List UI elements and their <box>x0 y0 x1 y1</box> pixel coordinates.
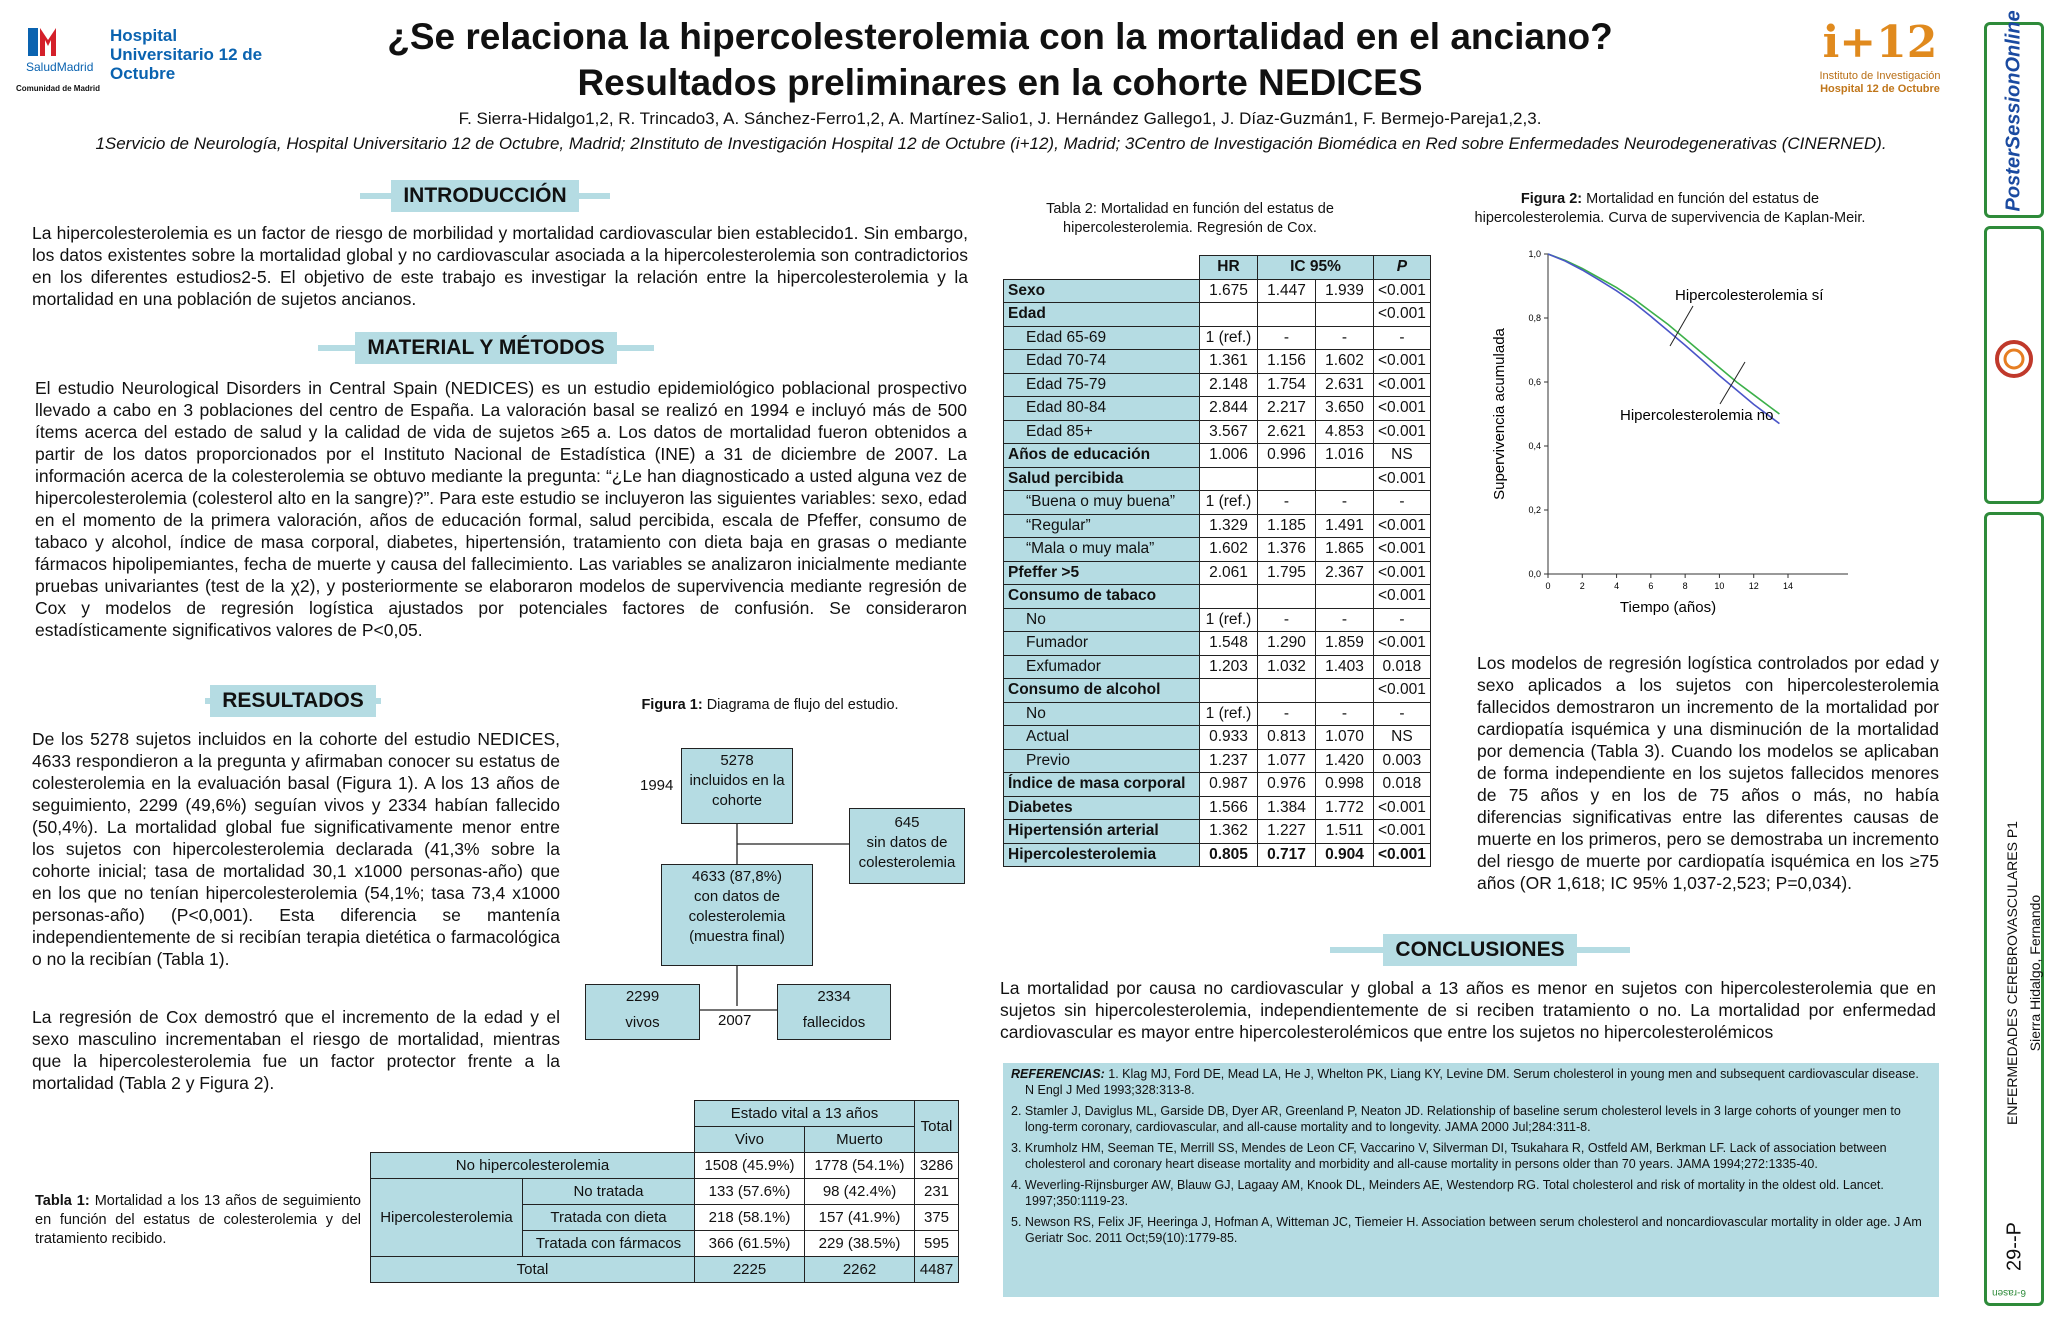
t2-cell: 2.148 <box>1200 373 1258 397</box>
t2-cell: 1.329 <box>1200 514 1258 538</box>
t2-cell: 3.567 <box>1200 420 1258 444</box>
t2-cell: - <box>1316 608 1374 632</box>
t2-cell: - <box>1374 702 1431 726</box>
t2-cell: 2.367 <box>1316 561 1374 585</box>
flow-box-top: 5278 incluidos en la cohorte <box>681 748 793 824</box>
comunidad-madrid: Comunidad de Madrid <box>16 84 100 93</box>
t2-cell <box>1258 467 1316 491</box>
t2-cell: <0.001 <box>1374 279 1431 303</box>
title-line2: Resultados preliminares en la cohorte NEDICES <box>577 62 1423 103</box>
t2-row-label: Sexo <box>1004 279 1200 303</box>
t2-cell: 1 (ref.) <box>1200 491 1258 515</box>
sidebar-category: ENFERMEDADES CEREBROVASCULARES P1 <box>2004 821 2020 1125</box>
conclusions-heading-label: CONCLUSIONES <box>1383 934 1576 966</box>
sidebar-author: Sierra Hidalgo, Fernando <box>2027 894 2043 1052</box>
title-line1: ¿Se relaciona la hipercolesterolemia con la mortalidad en el anciano? <box>387 16 1613 57</box>
t2-row <box>1004 326 1431 350</box>
flow-box-side: 645 sin datos de colesterolemia <box>849 808 965 884</box>
t2-cell: <0.001 <box>1374 514 1431 538</box>
flow-box-left: 2299 vivos <box>585 984 700 1040</box>
t2-row-label: Actual <box>1004 726 1200 750</box>
t2-cell: 2.631 <box>1316 373 1374 397</box>
t2-cell: <0.001 <box>1374 796 1431 820</box>
methods-text: El estudio Neurological Disorders in Central Spain (NEDICES) es un estudio epidemiológico poblacional prospectivo llevado a cabo en 3 poblaciones del centro de España. La valoración basal se realizó en 1994 e incluyó más de 500 ítems acerca del estado de salud y la calidad de vida de sujetos ≥65 a. Los datos de mortalidad fueron obtenidos a partir de los datos proporcionados por el Instituto Nacional de Estadística (INE) a 31 de diciembre de 2007. La información acerca de la colesterolemia se obtuvo mediante la pregunta: “¿Le han diagnosticado a usted alguna vez de hipercolesterolemia (colesterol alto en la sangre)?”. Para este estudio se incluyeron las siguientes variables: sexo, edad en el momento de la primera valoración, años de educación formal, salud percibida, escala de Pfeffer, consumo de tabaco y alcohol, índice de masa corporal, diabetes, hipertensión, tratamiento con dieta baja en grasas o mediante fármacos hipolipemiantes, fecha de muerte y causa del fallecimiento. Las variables se analizaron inicialmente mediante pruebas univariantes (test de la χ2), y posteriormente se elaboraron modelos de supervivencia mediante regresión de Cox y modelos de regresión logística ajustados por potenciales factores de confusión. Se consideraron estadísticamente significativos valores de P<0,05. <box>35 378 967 640</box>
t2-cell: 1.016 <box>1316 444 1374 468</box>
t2-cell: 0.998 <box>1316 773 1374 797</box>
i12-sub2: Hospital 12 de Octubre <box>1820 83 1940 95</box>
t1-cell: 595 <box>915 1231 959 1257</box>
t2-cell <box>1200 585 1258 609</box>
t2-row <box>1004 420 1431 444</box>
t2-row <box>1004 350 1431 374</box>
t2-row <box>1004 679 1431 703</box>
t2-row <box>1004 538 1431 562</box>
t1-cell: 98 (42.4%) <box>805 1179 915 1205</box>
t2-cell: <0.001 <box>1374 397 1431 421</box>
references <box>1003 1063 1939 1297</box>
t2-cell: 0.003 <box>1374 749 1431 773</box>
t2-cell: <0.001 <box>1374 467 1431 491</box>
t2-row <box>1004 279 1431 303</box>
methods-heading <box>318 332 654 364</box>
t2-cell: 1.772 <box>1316 796 1374 820</box>
results-text-p2: La regresión de Cox demostró que el incremento de la edad y el sexo masculino incrementaban el riesgo de mortalidad, mientras que la hipercolesterolemia fue un factor protector frente a la mortalidad (Tabla 2 y Figura 2). <box>32 1007 560 1093</box>
t2-cell: 1.362 <box>1200 820 1258 844</box>
t1-r-nt: No tratada <box>523 1179 695 1205</box>
t2-cell: 0.018 <box>1374 773 1431 797</box>
t2-cell: 2.061 <box>1200 561 1258 585</box>
t2-row <box>1004 397 1431 421</box>
t2-cell: 3.650 <box>1316 397 1374 421</box>
results-text-p3: Los modelos de regresión logística controlados por edad y sexo aplicados a los sujetos con hipercolesterolemia fallecidos demostraron un incremento de la mortalidad por cardiopatía isquémica y una disminución de la mortalidad por demencia (Tabla 3). Cuando los modelos se aplicaban de forma independiente en los sujetos fallecidos menores de 75 años y en los de 75 años o más, no había diferencias significativas entre las diferentes causas de muerte en los primeros, pero se demostraba un incremento del riesgo de muerte por cardiopatía isquémica en los ≥75 años (OR 1,618; IC 95% 1,037-2,523; P=0,034). <box>1477 653 1939 893</box>
t2-row-label: “Buena o muy buena” <box>1004 491 1200 515</box>
flow-connectors <box>580 820 900 1020</box>
t2-row <box>1004 632 1431 656</box>
sidebar-brand: PosterSessionOnline <box>2002 10 2025 212</box>
t2-cell: 0.976 <box>1258 773 1316 797</box>
t2-cell: 1.566 <box>1200 796 1258 820</box>
conclusions-heading <box>1330 934 1630 966</box>
x-tick-label: 2 <box>1579 581 1585 591</box>
x-tick-label: 6 <box>1648 581 1654 591</box>
t2-cell: 0.996 <box>1258 444 1316 468</box>
t2-cell: 0.813 <box>1258 726 1316 750</box>
y-tick-label: 0,6 <box>1528 377 1541 387</box>
x-tick-label: 14 <box>1782 581 1794 591</box>
t2-cell <box>1258 585 1316 609</box>
t1-cell: 4487 <box>915 1257 959 1283</box>
t2-cell <box>1200 467 1258 491</box>
t1-r-td: Tratada con dieta <box>523 1205 695 1231</box>
results-heading <box>205 685 381 717</box>
t2-cell: <0.001 <box>1374 561 1431 585</box>
t2-row <box>1004 702 1431 726</box>
t2-row <box>1004 820 1431 844</box>
t2-h-ic: IC 95% <box>1258 256 1374 280</box>
t2-cell: <0.001 <box>1374 373 1431 397</box>
annotation-hiper-si: Hipercolesterolemia sí <box>1675 287 1824 304</box>
t2-cell <box>1200 679 1258 703</box>
t2-cell: 1.675 <box>1200 279 1258 303</box>
x-tick-label: 4 <box>1614 581 1620 591</box>
table2 <box>1003 255 1431 867</box>
t2-cell: 1 (ref.) <box>1200 702 1258 726</box>
t2-row-label: Consumo de alcohol <box>1004 679 1200 703</box>
t1-h-muerto: Muerto <box>805 1127 915 1153</box>
x-axis-label: Tiempo (años) <box>1619 599 1717 616</box>
t2-cell <box>1200 303 1258 327</box>
t2-cell: 1.361 <box>1200 350 1258 374</box>
hospital-name: Hospital Universitario 12 de Octubre <box>110 26 263 83</box>
ref-1: REFERENCIAS: 1. Klag MJ, Ford DE, Mead LA, He J, Whelton PK, Liang KY, Levine DM. Serum cholesterol in young men and subsequent cardiovascular disease. N Engl J Med 1993;328:313-8. <box>1011 1067 1919 1097</box>
t2-row <box>1004 655 1431 679</box>
intro-heading <box>360 180 610 212</box>
annotation-pointer <box>1670 306 1693 346</box>
t2-row-label: No <box>1004 608 1200 632</box>
t2-cell: 1.865 <box>1316 538 1374 562</box>
t1-r-total: Total <box>371 1257 695 1283</box>
t2-cell <box>1316 303 1374 327</box>
km-curve-hiper-no <box>1548 254 1779 424</box>
ref-3: 3. Krumholz HM, Seeman TE, Merrill SS, Mendes de Leon CF, Vaccarino V, Silverman DI, Tsukahara R, Ostfeld AM, Berkman LF. Lack of association between cholesterol and coronary heart disease mortality and morbidity and all-cause mortality in persons older than 70 years. JAMA 1994;272:1335-40. <box>1011 1141 1887 1171</box>
t2-row <box>1004 467 1431 491</box>
t2-row <box>1004 491 1431 515</box>
km-chart <box>1480 240 1880 640</box>
sidebar-brand-box[interactable] <box>1984 10 2044 218</box>
t2-cell: <0.001 <box>1374 585 1431 609</box>
ref-5: 5. Newson RS, Felix JF, Heeringa J, Hofman A, Witteman JC, Tiemeier H. Association between serum cholesterol and noncardiovascular mortality in older age. J Am Geriatr Soc. 2011 Oct;59(10):1779-85. <box>1011 1215 1922 1245</box>
t1-cell: 3286 <box>915 1153 959 1179</box>
t2-row-label: Diabetes <box>1004 796 1200 820</box>
t2-cell: 4.853 <box>1316 420 1374 444</box>
flow-year-end: 2007 <box>718 1012 752 1029</box>
t2-cell: 1.447 <box>1258 279 1316 303</box>
i12-sub1: Instituto de Investigación <box>1819 70 1941 82</box>
sidebar-logo-box <box>1984 226 2044 504</box>
t2-cell: 0.987 <box>1200 773 1258 797</box>
t2-cell: 1 (ref.) <box>1200 608 1258 632</box>
t2-cell: 0.904 <box>1316 843 1374 867</box>
table1 <box>370 1100 959 1283</box>
t2-row <box>1004 843 1431 867</box>
t2-cell: 0.933 <box>1200 726 1258 750</box>
t2-cell: 1.156 <box>1258 350 1316 374</box>
t1-cell: 229 (38.5%) <box>805 1231 915 1257</box>
sidebar-footer: 6-rasen <box>1992 1287 2026 1298</box>
t2-cell: 1.203 <box>1200 655 1258 679</box>
results-text-p1: De los 5278 sujetos incluidos en la cohorte del estudio NEDICES, 4633 respondieron a la pregunta y afirmaban conocer su estatus de colesterolemia en la evaluación basal (Figura 1). A los 13 años de seguimiento, 2299 (49,6%) seguían vivos y 2334 habían fallecido (50,4%). La mortalidad global fue significativamente menor entre los sujetos con hipercolesterolemia declarada (41,3% sobre la cohorte inicial; tasa de mortalidad 30,1 x1000 personas-año) que en los que no tenían hipercolesterolemia (54,1%; tasa 73,4 x1000 personas-año) (P<0,001). Esta diferencia se mantenía independientemente de si recibían terapia dietética o farmacológica o no la recibían (Tabla 1). <box>32 729 560 969</box>
t2-cell: 2.217 <box>1258 397 1316 421</box>
t1-r-hiper: Hipercolesterolemia <box>371 1179 523 1257</box>
t2-cell: 1.511 <box>1316 820 1374 844</box>
authors: F. Sierra-Hidalgo1,2, R. Trincado3, A. Sánchez-Ferro1,2, A. Martínez-Salio1, J. Hernández Gallego1, J. Díaz-Guzmán1, F. Bermejo-Pareja1,2,3. <box>458 109 1542 128</box>
t2-cell: - <box>1316 326 1374 350</box>
t2-row-label: Hipertensión arterial <box>1004 820 1200 844</box>
t1-cell: 218 (58.1%) <box>695 1205 805 1231</box>
t2-cell <box>1258 679 1316 703</box>
hospital-logo-mark-icon <box>28 26 62 58</box>
t2-row-label: Pfeffer >5 <box>1004 561 1200 585</box>
institution-seal-icon <box>1994 339 2034 379</box>
flow-year-start: 1994 <box>640 777 674 794</box>
t2-row-label: Edad <box>1004 303 1200 327</box>
t2-row-label: Fumador <box>1004 632 1200 656</box>
t2-row-label: Salud percibida <box>1004 467 1200 491</box>
t1-cell: 2225 <box>695 1257 805 1283</box>
t2-row-label: Edad 75-79 <box>1004 373 1200 397</box>
t2-row <box>1004 726 1431 750</box>
y-tick-label: 0,0 <box>1528 569 1541 579</box>
t2-cell: 1.185 <box>1258 514 1316 538</box>
t2-cell: <0.001 <box>1374 538 1431 562</box>
affiliations: 1Servicio de Neurología, Hospital Universitario 12 de Octubre, Madrid; 2Instituto de Investigación Hospital 12 de Octubre (i+12), Madrid; 3Centro de Investigación Biomédica en Red sobre Enfermedades Neurodegenerativas (CINERNED). <box>95 134 1887 153</box>
t2-row <box>1004 608 1431 632</box>
t2-cell: 1.754 <box>1258 373 1316 397</box>
t2-row <box>1004 373 1431 397</box>
t2-cell: NS <box>1374 726 1431 750</box>
t1-cell: 2262 <box>805 1257 915 1283</box>
y-tick-label: 0,8 <box>1528 313 1541 323</box>
t2-row-label: “Regular” <box>1004 514 1200 538</box>
t1-cell: 366 (61.5%) <box>695 1231 805 1257</box>
figure1-caption: Figura 1: Diagrama de flujo del estudio. <box>641 697 899 713</box>
salud-madrid: SaludMadrid <box>26 60 94 74</box>
t2-row <box>1004 444 1431 468</box>
t1-cell: 231 <box>915 1179 959 1205</box>
t2-cell: 1.237 <box>1200 749 1258 773</box>
t2-row-label: Edad 80-84 <box>1004 397 1200 421</box>
t2-row-label: “Mala o muy mala” <box>1004 538 1200 562</box>
table1-caption: Tabla 1: Mortalidad a los 13 años de seguimiento en función del estatus de colesterolemia y del tratamiento recibido. <box>35 1193 361 1247</box>
x-tick-label: 8 <box>1682 581 1688 591</box>
t2-cell: 1.602 <box>1200 538 1258 562</box>
t2-h-p: P <box>1374 256 1431 280</box>
annotation-pointer <box>1720 362 1745 404</box>
t2-cell: - <box>1258 491 1316 515</box>
t2-cell: 1.403 <box>1316 655 1374 679</box>
intro-text: La hipercolesterolemia es un factor de riesgo de morbilidad y mortalidad cardiovascular bien establecido1. Sin embargo, los datos existentes sobre la mortalidad global y no cardiovascular asociada a la hipercolesterolemia son contradictorios en los diferentes estudios2-5. El objetivo de este trabajo es investigar la relación entre la hipercolesterolemia y la mortalidad en una población de sujetos ancianos. <box>32 223 968 309</box>
y-axis-label: Supervivencia acumulada <box>1491 328 1508 500</box>
t2-row-label: No <box>1004 702 1200 726</box>
t2-row-label: Hipercolesterolemia <box>1004 843 1200 867</box>
t2-cell: 1.070 <box>1316 726 1374 750</box>
t1-cell: 133 (57.6%) <box>695 1179 805 1205</box>
t2-row <box>1004 303 1431 327</box>
t2-row <box>1004 585 1431 609</box>
t2-cell: 1.491 <box>1316 514 1374 538</box>
t2-row-label: Consumo de tabaco <box>1004 585 1200 609</box>
t2-cell: NS <box>1374 444 1431 468</box>
y-tick-label: 0,4 <box>1528 441 1541 451</box>
y-tick-label: 1,0 <box>1528 249 1541 259</box>
t2-row-label: Años de educación <box>1004 444 1200 468</box>
t1-cell: 375 <box>915 1205 959 1231</box>
t2-cell: 0.805 <box>1200 843 1258 867</box>
annotation-hiper-no: Hipercolesterolemia no <box>1620 407 1774 424</box>
flow-box-right: 2334 fallecidos <box>777 984 891 1040</box>
t2-cell: 1.859 <box>1316 632 1374 656</box>
x-tick-label: 0 <box>1545 581 1551 591</box>
t2-cell: 1.227 <box>1258 820 1316 844</box>
t2-cell: 1.077 <box>1258 749 1316 773</box>
t1-cell: 1508 (45.9%) <box>695 1153 805 1179</box>
t1-r-tf: Tratada con fármacos <box>523 1231 695 1257</box>
km-curve-hiper-si <box>1548 254 1779 414</box>
t2-row-label: Edad 70-74 <box>1004 350 1200 374</box>
t2-row-label: Índice de masa corporal <box>1004 773 1200 797</box>
t2-cell: - <box>1316 702 1374 726</box>
table2-caption: Tabla 2: Mortalidad en función del estatus de hipercolesterolemia. Regresión de Cox. <box>1046 201 1334 236</box>
t2-cell: <0.001 <box>1374 679 1431 703</box>
t2-cell: 1.376 <box>1258 538 1316 562</box>
t2-row <box>1004 514 1431 538</box>
t2-cell: - <box>1258 702 1316 726</box>
t2-cell: - <box>1374 491 1431 515</box>
t2-cell: 1.032 <box>1258 655 1316 679</box>
t2-row-label: Previo <box>1004 749 1200 773</box>
t1-h-vivo: Vivo <box>695 1127 805 1153</box>
t1-h-estado: Estado vital a 13 años <box>695 1101 915 1127</box>
t2-cell: <0.001 <box>1374 843 1431 867</box>
conclusions-text: La mortalidad por causa no cardiovascular y global a 13 años es menor en sujetos con hipercolesterolemia que en sujetos sin hipercolesterolemia, independientemente de si reciben tratamiento o no. La mortalidad por enfermedad cardiovascular es mayor entre hipercolesterolémicos que entre los sujetos no hipercolesterolémicos <box>1000 978 1936 1042</box>
t2-cell: 1.006 <box>1200 444 1258 468</box>
t2-cell: 1.290 <box>1258 632 1316 656</box>
t2-cell: 1.420 <box>1316 749 1374 773</box>
t2-cell: 1.384 <box>1258 796 1316 820</box>
flow-box-mid: 4633 (87,8%) con datos de colesterolemia (muestra final) <box>661 864 813 966</box>
t2-cell <box>1316 467 1374 491</box>
i12-logo: i+12 <box>1822 17 1938 68</box>
t2-cell: 1.939 <box>1316 279 1374 303</box>
t2-cell: 2.844 <box>1200 397 1258 421</box>
t2-row-label: Edad 65-69 <box>1004 326 1200 350</box>
t2-cell: <0.001 <box>1374 350 1431 374</box>
t2-row-label: Exfumador <box>1004 655 1200 679</box>
t2-cell: 1 (ref.) <box>1200 326 1258 350</box>
ref-2: 2. Stamler J, Daviglus ML, Garside DB, Dyer AR, Greenland P, Neaton JD. Relationship of baseline serum cholesterol levels in 3 large cohorts of younger men to long-term coronary, cardiovascular, and all-cause mortality and to longevity. JAMA 2000 Jul;284:311-8. <box>1011 1104 1901 1134</box>
t2-cell: <0.001 <box>1374 420 1431 444</box>
table2-body <box>1004 279 1431 867</box>
t1-r-no: No hipercolesterolemia <box>371 1153 695 1179</box>
t2-cell: 0.018 <box>1374 655 1431 679</box>
methods-heading-label: MATERIAL Y MÉTODOS <box>355 332 616 364</box>
t2-cell: - <box>1316 491 1374 515</box>
x-tick-label: 12 <box>1748 581 1759 591</box>
t2-cell: <0.001 <box>1374 820 1431 844</box>
sidebar-info-box <box>1984 512 2044 1306</box>
x-tick-label: 10 <box>1714 581 1725 591</box>
t2-cell: - <box>1258 326 1316 350</box>
t2-row <box>1004 796 1431 820</box>
t1-cell: 157 (41.9%) <box>805 1205 915 1231</box>
t2-cell: 2.621 <box>1258 420 1316 444</box>
t2-cell: 0.717 <box>1258 843 1316 867</box>
figure2-caption: Figura 2: Mortalidad en función del estatus de hipercolesterolemia. Curva de supervivencia de Kaplan-Meir. <box>1474 191 1866 226</box>
t2-row-label: Edad 85+ <box>1004 420 1200 444</box>
t1-h-total: Total <box>915 1101 959 1153</box>
t2-row <box>1004 749 1431 773</box>
t2-cell: 1.795 <box>1258 561 1316 585</box>
results-heading-label: RESULTADOS <box>210 685 376 717</box>
t2-cell: 1.602 <box>1316 350 1374 374</box>
t2-row <box>1004 773 1431 797</box>
ref-4: 4. Weverling-Rijnsburger AW, Blauw GJ, Lagaay AM, Knook DL, Meinders AE, Westendorp RG. Total cholesterol and risk of mortality in the oldest old. Lancet. 1997;350:1119-23. <box>1011 1178 1884 1208</box>
t2-cell <box>1316 585 1374 609</box>
intro-heading-label: INTRODUCCIÓN <box>391 180 578 212</box>
t2-cell: - <box>1374 608 1431 632</box>
t2-cell: 1.548 <box>1200 632 1258 656</box>
t2-cell <box>1258 303 1316 327</box>
t1-cell: 1778 (54.1%) <box>805 1153 915 1179</box>
t2-row <box>1004 561 1431 585</box>
y-tick-label: 0,2 <box>1528 505 1541 515</box>
t2-cell: <0.001 <box>1374 303 1431 327</box>
t2-cell: - <box>1258 608 1316 632</box>
hospital-logo <box>28 26 62 58</box>
t2-cell: - <box>1374 326 1431 350</box>
t2-cell: <0.001 <box>1374 632 1431 656</box>
t2-h-hr: HR <box>1200 256 1258 280</box>
sidebar-code: 29--P <box>2003 1222 2026 1271</box>
t2-cell <box>1316 679 1374 703</box>
title <box>300 14 1700 106</box>
